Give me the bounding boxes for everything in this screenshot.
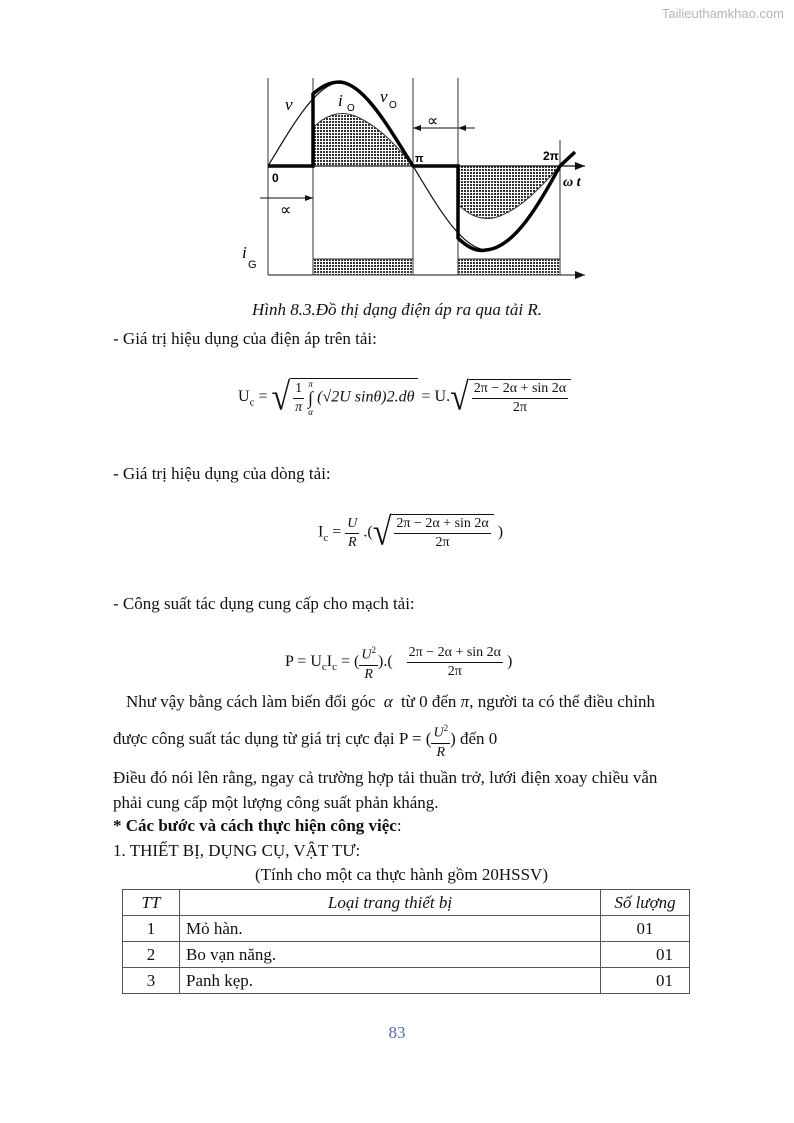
ic-formula	[318, 511, 504, 554]
uc-subscript: c	[249, 396, 255, 409]
main-frac-den: 2π	[512, 399, 527, 415]
watermark: Tailieuthamkhao.com	[661, 6, 784, 21]
para2-num	[431, 719, 450, 744]
header-tt: TT	[123, 890, 180, 916]
sqrt-radical-2: √	[450, 375, 469, 419]
frac-num: 1	[293, 380, 304, 399]
para2-a: được công suất tác dụng từ giá trị cực đại P = (	[113, 729, 432, 749]
uc-sqrt-fraction	[469, 379, 571, 417]
label-alpha-left: ∝	[280, 202, 292, 219]
label-vo-sub: O	[389, 100, 397, 111]
label-zero: 0	[272, 171, 279, 185]
gate-pulse-2	[458, 259, 560, 275]
p-sub-2: c	[332, 661, 337, 674]
p-formula	[285, 641, 512, 684]
header-equipment: Loại trang thiết bị	[180, 890, 601, 916]
cell-quantity: 01	[601, 968, 690, 994]
note: (Tính cho một ca thực hành gồm 20HSSV)	[255, 865, 548, 884]
equipment-table	[122, 889, 690, 994]
cell-tt: 2	[123, 942, 180, 968]
label-vo: v	[380, 87, 388, 106]
sqrt-radical-3: √	[372, 511, 392, 554]
para1-alpha: α	[383, 692, 393, 711]
open-paren: = (	[337, 653, 360, 670]
p-sub-1: c	[321, 661, 327, 674]
steps-heading-bold: * Các bước và cách thực hiện công việc	[113, 816, 397, 835]
paren-dot: ).(	[377, 653, 393, 670]
paragraph-3-line-2: phải cung cấp một lượng công suất phản kháng.	[113, 793, 439, 812]
integral-limits	[308, 379, 313, 417]
para1-b: từ 0 đến	[400, 692, 457, 711]
ic-symbol: I	[318, 523, 324, 541]
u2-num	[359, 641, 378, 666]
para1-pi: π	[460, 692, 470, 711]
p-r-den: R	[364, 666, 373, 682]
gate-axis-arrow	[575, 271, 585, 279]
label-io: i	[338, 91, 343, 110]
ic-frac-num: 2π − 2α + sin 2α	[394, 515, 490, 534]
waveform-figure	[230, 70, 600, 285]
u2-sup: 2	[371, 645, 376, 655]
main-fraction	[472, 380, 568, 417]
uc-symbol: U	[238, 388, 250, 406]
paragraph-1	[126, 692, 655, 712]
cell-equipment: Panh kẹp.	[180, 968, 601, 994]
ic-intro: - Giá trị hiệu dụng của dòng tải:	[113, 464, 331, 483]
main-frac-num: 2π − 2α + sin 2α	[472, 380, 568, 399]
cell-tt: 3	[123, 968, 180, 994]
p-close-paren: )	[507, 653, 513, 670]
u-over-r	[345, 515, 359, 552]
para1-a: Như vậy bằng cách làm biến đổi góc	[126, 692, 376, 711]
lower-limit: α	[308, 407, 313, 417]
ic-sqrt-fraction	[391, 514, 493, 552]
cell-equipment: Mỏ hàn.	[180, 916, 601, 942]
u2-u: U	[361, 647, 372, 663]
alpha-marker-arrow	[305, 195, 313, 201]
one-over-pi	[293, 380, 304, 417]
equals-sign: =	[254, 388, 272, 406]
para2-r: R	[436, 744, 446, 760]
uc-formula	[238, 375, 571, 419]
close-paren: )	[497, 523, 504, 541]
para2-b: ) đến 0	[450, 729, 498, 749]
label-omega-t: ω t	[563, 175, 581, 190]
r-den: R	[348, 534, 357, 550]
u-dot: = U.	[421, 388, 451, 406]
para2-sup: 2	[443, 723, 449, 733]
cell-quantity: 01	[601, 916, 690, 942]
steps-colon: :	[396, 816, 402, 835]
time-axis-arrow	[575, 162, 585, 170]
ic-fraction	[394, 515, 490, 552]
cell-quantity: 01	[601, 942, 690, 968]
label-ig: i	[242, 243, 247, 262]
p-frac-num: 2π − 2α + sin 2α	[407, 644, 503, 663]
alpha-marker-arrow-2	[413, 125, 421, 131]
cell-equipment: Bo vạn năng.	[180, 942, 601, 968]
gate-pulse-1	[313, 259, 413, 275]
table-header-row	[123, 890, 690, 916]
label-v: v	[285, 95, 293, 114]
header-quantity: Số lượng	[601, 890, 690, 916]
page-number: 83	[388, 1023, 406, 1042]
label-pi: π	[415, 153, 424, 165]
p-mid: I	[326, 653, 333, 670]
table-row	[123, 968, 690, 994]
uc-intro: - Giá trị hiệu dụng của điện áp trên tải:	[113, 329, 377, 348]
p-frac-den: 2π	[447, 663, 462, 679]
paragraph-3-line-1: Điều đó nói lên rằng, ngay cả trường hợp tải thuần trở, lưới điện xoay chiều vẫn	[113, 768, 658, 787]
u-num: U	[345, 515, 359, 534]
steps-heading	[113, 816, 402, 836]
upper-limit: π	[308, 379, 313, 389]
label-ig-sub: G	[248, 259, 257, 271]
u2-over-r	[359, 641, 378, 684]
label-two-pi: 2π	[543, 149, 559, 163]
paragraph-2	[113, 719, 497, 762]
ic-subscript: c	[323, 531, 329, 544]
ic-frac-den: 2π	[435, 535, 450, 550]
uc-sqrt-body	[290, 378, 417, 417]
section-1-title: 1. THIẾT BỊ, DỤNG CỤ, VẬT TƯ:	[113, 841, 361, 860]
sqrt-radical: √	[271, 375, 291, 419]
integral-sign: ∫	[308, 388, 314, 408]
equals-sign-2: =	[328, 523, 346, 541]
label-alpha-right: ∝	[427, 113, 439, 130]
cell-tt: 1	[123, 916, 180, 942]
label-io-sub: O	[347, 103, 355, 114]
para2-u: U	[433, 725, 444, 741]
table-row	[123, 916, 690, 942]
figure-caption: Hình 8.3.Đồ thị dạng điện áp ra qua tải R.	[252, 300, 542, 319]
integrand: (√2U sinθ)2.dθ	[317, 388, 415, 406]
dot-paren: .(	[359, 523, 373, 541]
p-lhs: P = U	[285, 653, 322, 670]
table-row	[123, 942, 690, 968]
p-intro: - Công suất tác dụng cung cấp cho mạch tải:	[113, 594, 415, 613]
p-fraction	[407, 644, 503, 681]
para2-fraction	[431, 719, 450, 762]
para1-c: , người ta có thể điều chỉnh	[469, 692, 655, 711]
frac-den: π	[295, 399, 303, 415]
